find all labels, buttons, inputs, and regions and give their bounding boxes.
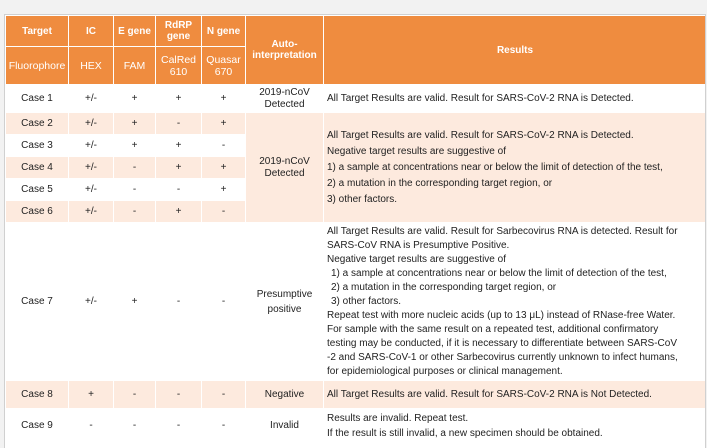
result-line: 3) other factors. — [327, 193, 398, 205]
table-row — [6, 409, 707, 443]
rdrp-value: - — [156, 381, 202, 409]
ic-value: +/- — [69, 223, 114, 381]
fluorophore-label: Fluorophore — [6, 47, 69, 85]
rdrp-value: + — [156, 201, 202, 223]
fluor-e-gene: FAM — [114, 47, 156, 85]
interpretation: Invalid — [246, 409, 324, 443]
result-line: testing may be conducted, if it is necessary to differentiate between SARS-CoV — [327, 337, 677, 349]
rdrp-value: - — [156, 179, 202, 201]
e-gene-value: + — [114, 223, 156, 381]
case-label: Case 7 — [6, 223, 69, 381]
n-gene-value: + — [202, 157, 246, 179]
table-row — [6, 85, 707, 113]
header-e-gene: E gene — [114, 16, 156, 47]
result-text-case7 — [324, 223, 707, 381]
n-gene-value: + — [202, 113, 246, 135]
interpretation-line1: 2019-nCoV — [259, 86, 310, 98]
header-rdrp-gene — [156, 16, 202, 47]
table-row — [6, 223, 707, 381]
result-line: 2) a mutation in the corresponding target region, or — [331, 281, 557, 293]
case-label: Case 4 — [6, 157, 69, 179]
n-gene-value: - — [202, 223, 246, 381]
header-n-gene: N gene — [202, 16, 246, 47]
case-label: Case 2 — [6, 113, 69, 135]
rdrp-value: + — [156, 85, 202, 113]
n-gene-value: - — [202, 409, 246, 443]
fluor-rdrp-line2: 610 — [169, 65, 188, 78]
header-results: Results — [324, 16, 707, 85]
result-line: Repeat test with more nucleic acids (up to 13 μL) instead of RNase-free Water. — [327, 309, 676, 321]
header-rdrp-line2: gene — [166, 31, 191, 42]
ic-value: + — [69, 381, 114, 409]
e-gene-value: - — [114, 409, 156, 443]
result-line: Results are invalid. Repeat test. — [327, 412, 469, 424]
header-row — [6, 16, 707, 47]
table-row — [6, 381, 707, 409]
result-text-case9 — [324, 409, 707, 443]
case-label: Case 6 — [6, 201, 69, 223]
interpretation-group — [246, 113, 324, 223]
header-target: Target — [6, 16, 69, 47]
fluor-n-line1: Quasar — [206, 53, 241, 66]
results-table-frame — [4, 14, 706, 448]
result-line: All Target Results are valid. Result for SARS-CoV-2 RNA is Detected. — [327, 129, 634, 141]
header-rdrp-line1: RdRP — [164, 20, 193, 31]
case-label: Case 3 — [6, 135, 69, 157]
e-gene-value: - — [114, 157, 156, 179]
result-line: -2 and SARS-CoV-1 or other Sarbecovirus currently unknown to infect humans, — [327, 351, 678, 363]
n-gene-value: - — [202, 381, 246, 409]
e-gene-value: - — [114, 179, 156, 201]
case-label: Case 9 — [6, 409, 69, 443]
fluor-ic: HEX — [69, 47, 114, 85]
interpretation-line2: Detected — [264, 167, 305, 179]
fluor-rdrp-line1: CalRed — [160, 53, 197, 66]
rdrp-value: + — [156, 157, 202, 179]
ic-value: +/- — [69, 135, 114, 157]
rdrp-value: + — [156, 135, 202, 157]
case-label: Case 1 — [6, 85, 69, 113]
result-line: for epidemiological purposes or clinical management. — [327, 365, 563, 377]
interpretation: Negative — [246, 381, 324, 409]
interpretation-line2: Detected — [264, 98, 305, 110]
e-gene-value: + — [114, 85, 156, 113]
ic-value: +/- — [69, 85, 114, 113]
result-line: 2) a mutation in the corresponding target region, or — [327, 177, 553, 189]
n-gene-value: + — [202, 179, 246, 201]
e-gene-value: - — [114, 201, 156, 223]
interpretation — [246, 85, 324, 113]
result-text: All Target Results are valid. Result for SARS-CoV-2 RNA is Not Detected. — [324, 381, 707, 409]
case-label: Case 5 — [6, 179, 69, 201]
fluor-n-gene — [202, 47, 246, 85]
result-line: 3) other factors. — [331, 295, 402, 307]
header-auto-line2: interpretation — [252, 50, 317, 61]
fluor-rdrp — [156, 47, 202, 85]
ic-value: +/- — [69, 157, 114, 179]
interpretation-line1: 2019-nCoV — [259, 155, 310, 167]
result-line: For sample with the same result on a repeated test, additional confirmatory — [327, 323, 659, 335]
rdrp-value: - — [156, 409, 202, 443]
fluor-n-line2: 670 — [214, 65, 233, 78]
n-gene-value: - — [202, 135, 246, 157]
header-ic: IC — [69, 16, 114, 47]
rdrp-value: - — [156, 223, 202, 381]
result-line: SARS-CoV RNA is Presumptive Positive. — [327, 239, 510, 251]
result-line: All Target Results are valid. Result for Sarbecovirus RNA is detected. Result for — [327, 225, 678, 237]
ic-value: +/- — [69, 113, 114, 135]
interpretation-line2: positive — [267, 303, 302, 315]
results-table — [5, 15, 706, 443]
e-gene-value: - — [114, 381, 156, 409]
result-line: Negative target results are suggestive of — [327, 253, 506, 265]
ic-value: +/- — [69, 179, 114, 201]
rdrp-value: - — [156, 113, 202, 135]
header-auto-line1: Auto- — [271, 39, 298, 50]
interpretation — [246, 223, 324, 381]
result-line: Negative target results are suggestive of — [327, 145, 506, 157]
ic-value: - — [69, 409, 114, 443]
result-text: All Target Results are valid. Result for SARS-CoV-2 RNA is Detected. — [324, 85, 707, 113]
result-line: If the result is still invalid, a new specimen should be obtained. — [327, 427, 603, 439]
result-text-group — [324, 113, 707, 223]
e-gene-value: + — [114, 113, 156, 135]
ic-value: +/- — [69, 201, 114, 223]
table-row — [6, 113, 707, 135]
e-gene-value: + — [114, 135, 156, 157]
result-line: 1) a sample at concentrations near or below the limit of detection of the test, — [331, 267, 667, 279]
n-gene-value: - — [202, 201, 246, 223]
case-label: Case 8 — [6, 381, 69, 409]
interpretation-line1: Presumptive — [256, 288, 313, 300]
n-gene-value: + — [202, 85, 246, 113]
result-line: 1) a sample at concentrations near or below the limit of detection of the test, — [327, 161, 663, 173]
header-auto-interpretation — [246, 16, 324, 85]
